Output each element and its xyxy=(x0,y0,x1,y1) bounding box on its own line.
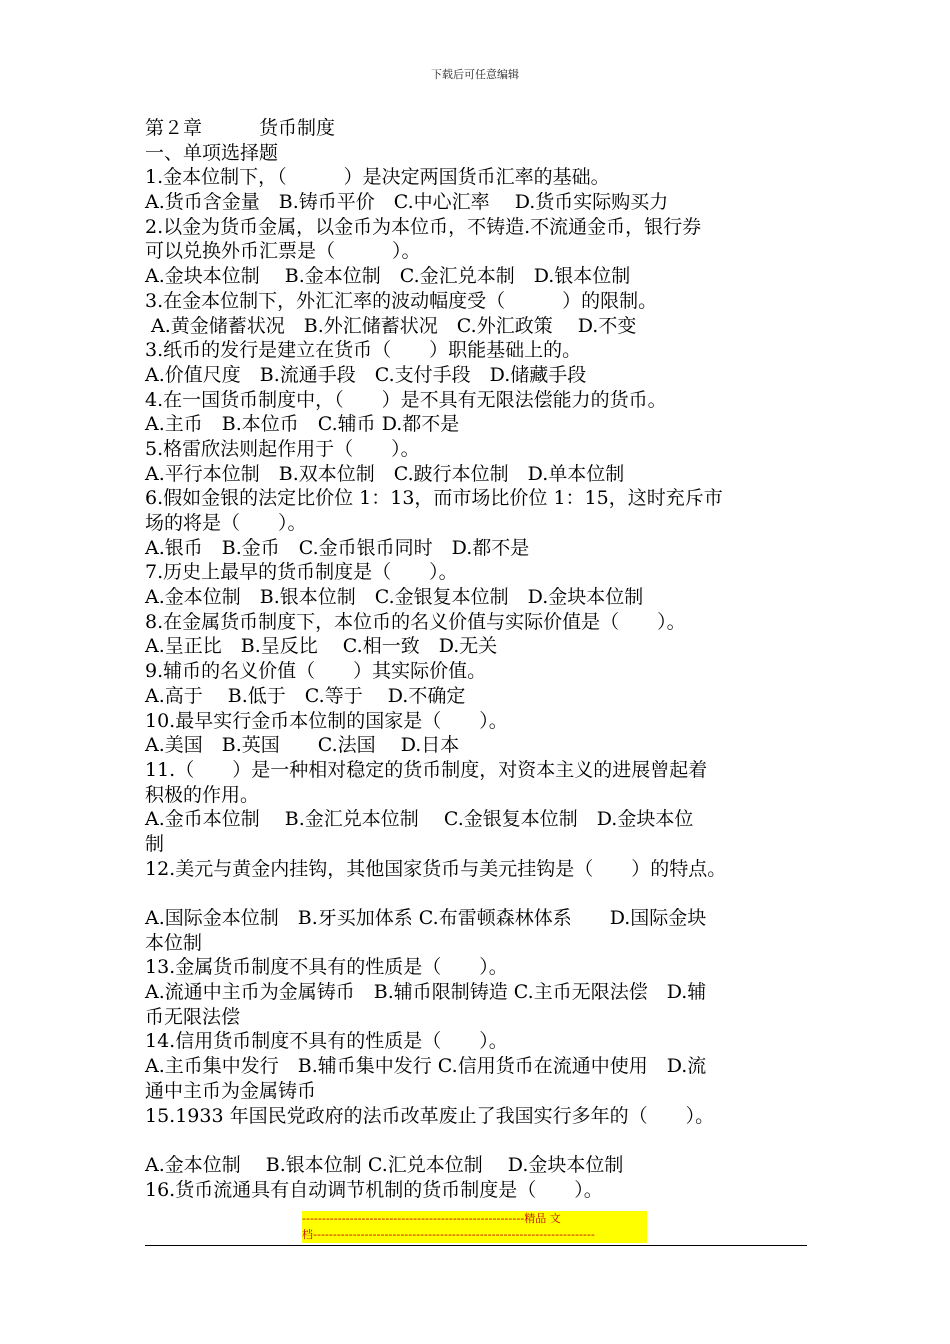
footer-line-1: --------------------------------------------------------精品 文 xyxy=(302,1211,647,1227)
options-3a: A.黄金储蓄状况 B.外汇储蓄状况 C.外汇政策 D.不变 xyxy=(145,314,637,337)
question-2: 2.以金为货币金属，以金币为本位币，不铸造.不流通金币，银行券 xyxy=(145,215,702,238)
options-14-cont: 通中主币为金属铸币 xyxy=(145,1079,317,1102)
question-6-cont: 场的将是（ ）。 xyxy=(145,512,307,534)
options-7: A.金本位制 B.银本位制 C.金银复本位制 D.金块本位制 xyxy=(145,586,644,609)
footer-rule xyxy=(145,1245,807,1246)
options-14: A.主币集中发行 B.辅币集中发行 C.信用货币在流通中使用 D.流 xyxy=(145,1055,707,1078)
question-9: 9.辅币的名义价值（ ）其实际价值。 xyxy=(145,660,487,683)
options-12: A.国际金本位制 B.牙买加体系 C.布雷顿森林体系 D.国际金块 xyxy=(145,907,707,929)
options-8: A.呈正比 B.呈反比 C.相一致 D.无关 xyxy=(145,635,498,658)
question-14: 14.信用货币制度不具有的性质是（ ）。 xyxy=(145,1030,508,1053)
question-15: 15.1933 年国民党政府的法币改革废止了我国实行多年的（ ）。 xyxy=(145,1104,715,1127)
section-title: 一、单项选择题 xyxy=(145,141,279,164)
options-15: A.金本位制 B.银本位制 C.汇兑本位制 D.金块本位制 xyxy=(145,1153,624,1176)
chapter-title: 第２章 货币制度 xyxy=(145,117,336,139)
options-9: A.高于 B.低于 C.等于 D.不确定 xyxy=(145,684,466,707)
options-6: A.银币 B.金币 C.金币银币同时 D.都不是 xyxy=(145,536,530,559)
question-16: 16.货币流通具有自动调节机制的货币制度是（ ）。 xyxy=(145,1178,603,1201)
question-3b: 3.纸币的发行是建立在货币（ ）职能基础上的。 xyxy=(145,339,582,362)
options-5: A.平行本位制 B.双本位制 C.跛行本位制 D.单本位制 xyxy=(145,462,625,485)
question-2-cont: 可以兑换外币汇票是（ ）。 xyxy=(145,240,421,263)
question-5: 5.格雷欣法则起作用于（ ）。 xyxy=(145,437,420,460)
question-10: 10.最早实行金币本位制的国家是（ ）。 xyxy=(145,709,508,732)
question-8: 8.在金属货币制度下，本位币的名义价值与实际价值是（ ）。 xyxy=(145,610,686,633)
question-13: 13.金属货币制度不具有的性质是（ ）。 xyxy=(145,956,508,979)
options-13: A.流通中主币为金属铸币 B.辅币限制铸造 C.主币无限法偿 D.辅 xyxy=(145,981,707,1004)
options-13-cont: 币无限法偿 xyxy=(145,1005,241,1028)
question-6: 6.假如金银的法定比价位 1：13，而市场比价位 1：15，这时充斥市 xyxy=(145,487,723,510)
blank-line xyxy=(145,881,815,906)
options-11: A.金币本位制 B.金汇兑本位制 C.金银复本位制 D.金块本位 xyxy=(145,808,694,831)
question-1: 1.金本位制下，（ ）是决定两国货币汇率的基础。 xyxy=(145,166,610,189)
blank-line xyxy=(145,1128,815,1153)
question-11-cont: 积极的作用。 xyxy=(145,783,260,806)
question-4: 4.在一国货币制度中，（ ）是不具有无限法偿能力的货币。 xyxy=(145,388,667,411)
options-3b: A.价值尺度 B.流通手段 C.支付手段 D.储藏手段 xyxy=(145,363,587,386)
footer-watermark xyxy=(302,1211,647,1243)
footer-line-2: 档----------------------------------------------------------------------- xyxy=(302,1227,647,1243)
question-11: 11.（ ）是一种相对稳定的货币制度，对资本主义的进展曾起着 xyxy=(145,758,708,781)
options-11-cont: 制 xyxy=(145,832,165,855)
page-header: 下载后可任意编辑 xyxy=(431,68,519,81)
options-2: A.金块本位制 B.金本位制 C.金汇兑本制 D.银本位制 xyxy=(145,265,631,288)
question-12: 12.美元与黄金内挂钩，其他国家货币与美元挂钩是（ ）的特点。 xyxy=(145,857,727,880)
options-1: A.货币含金量 B.铸币平价 C.中心汇率 D.货币实际购买力 xyxy=(145,191,669,214)
options-10: A.美国 B.英国 C.法国 D.日本 xyxy=(145,734,460,757)
options-4: A.主币 B.本位币 C.辅币 D.都不是 xyxy=(145,413,460,436)
options-12-cont: 本位制 xyxy=(145,931,203,954)
question-3a: 3.在金本位制下，外汇汇率的波动幅度受（ ）的限制。 xyxy=(145,289,658,312)
document-body xyxy=(145,116,815,1202)
question-7: 7.历史上最早的货币制度是（ ）。 xyxy=(145,561,458,584)
